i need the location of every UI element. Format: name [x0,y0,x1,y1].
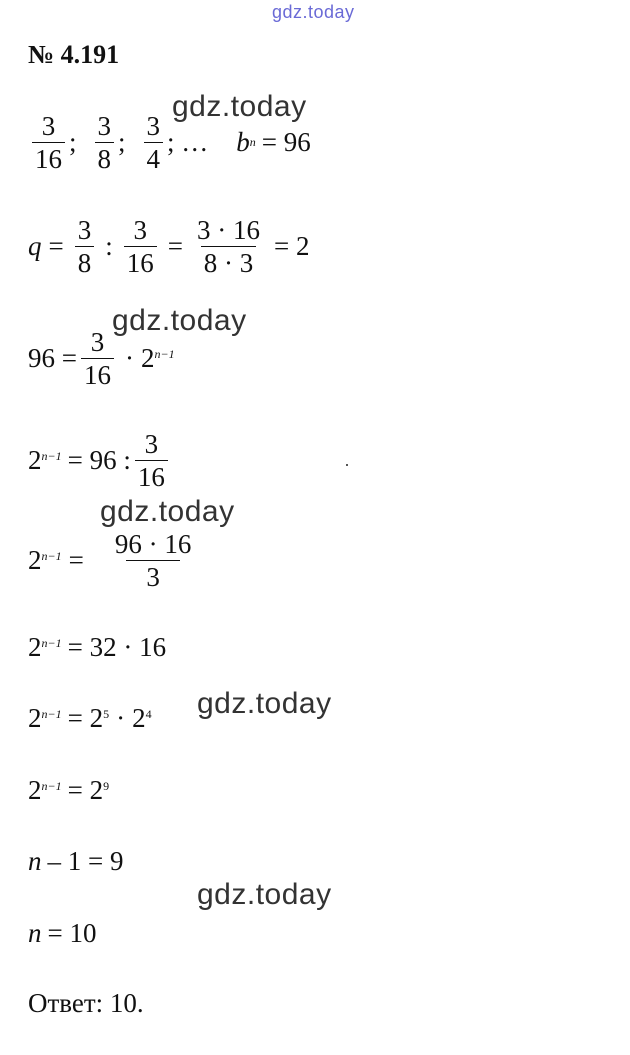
equation-n-minus-1: n – 1 = 9 [28,846,124,876]
ratio-line: q = $\frac{3}{8}$ : $\frac{3}{16}$ = $\frac{3 \cdot 16}{8 \cdot 3}$ = 2 [28,215,310,279]
equation-fraction: 2 $^{n-1}$ = $\frac{96 \cdot 16}{3}$ [28,529,192,593]
equation-powers: 2 $^{n-1}$ = 2 $^5$ · 2 $^4$ [28,703,152,733]
equation-96: 96 = $\frac{3}{16}$ · 2 $^{n-1}$ [28,327,175,391]
equation-product: 2 $^{n-1}$ = 32 · 16 [28,632,167,662]
watermark: gdz.today [112,304,247,337]
term-2: $\frac{3}{8}$ [95,112,115,174]
equation-n: n = 10 [28,918,97,948]
watermark: gdz.today [172,90,307,123]
sequence-line: $\frac{3}{16}$ ; $\frac{3}{8}$ ; $\frac{3}{4}$ ; … b n = 96 [28,112,311,174]
problem-number: № 4.191 [28,40,120,69]
stray-dot [346,464,348,466]
watermark-top: gdz.today [272,2,355,22]
watermark: gdz.today [197,687,332,720]
watermark: gdz.today [197,878,332,911]
equation-divide: 2 $^{n-1}$ = 96 : $\frac{3}{16}$ [28,430,172,492]
equation-power-nine: 2 $^{n-1}$ = 2 $^9$ [28,775,110,805]
term-1: $\frac{3}{16}$ [32,112,65,174]
answer: Ответ: 10. [28,988,144,1018]
watermark: gdz.today [100,495,235,528]
term-3: $\frac{3}{4}$ [144,112,164,174]
